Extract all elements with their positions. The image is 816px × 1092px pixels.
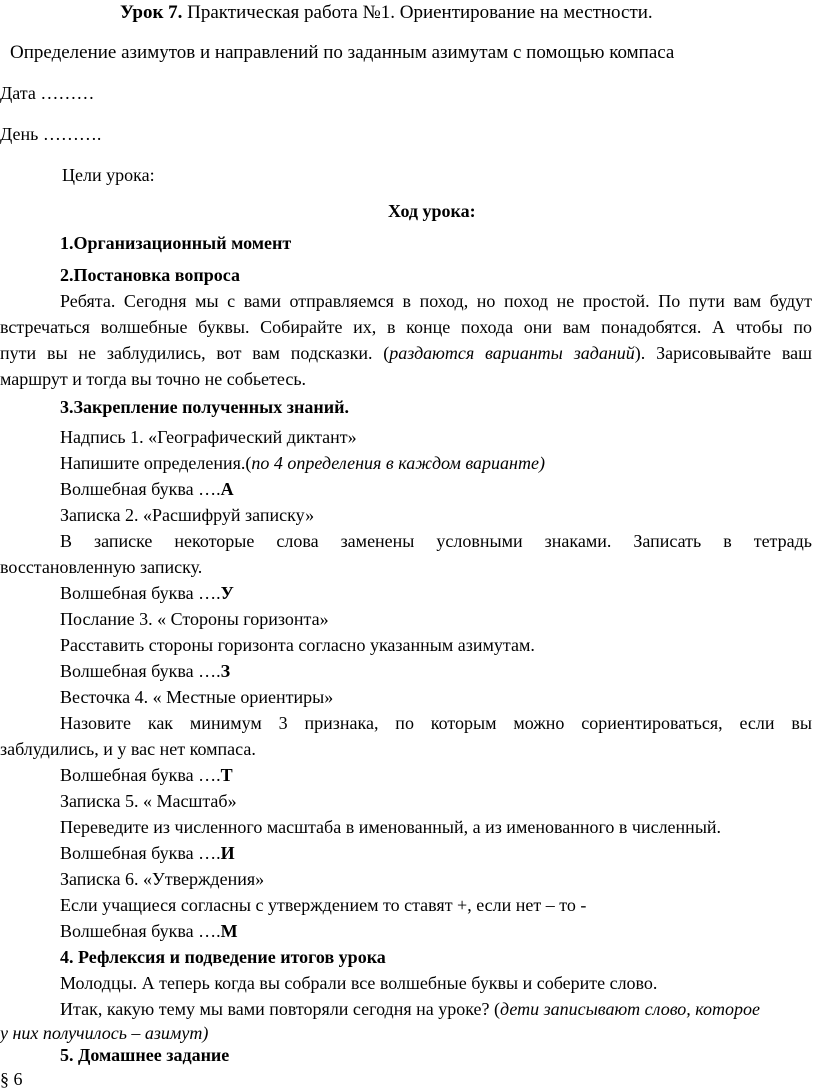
para-italic: раздаются варианты заданий: [389, 343, 635, 363]
section-5-heading: 5. Домашнее задание: [60, 1045, 230, 1065]
section-2-para-line-3: [0, 342, 812, 364]
task-1-title: Надпись 1. «Географический диктант»: [60, 427, 357, 447]
task-5-description: Переведите из численного масштаба в именованный, а из именованного в численный.: [60, 817, 722, 837]
para-italic: дети записывают слово, которое: [500, 999, 761, 1019]
para-text: пути вы не заблудились, вот вам подсказки. (: [0, 343, 390, 363]
magic-prefix: Волшебная буква ….: [60, 661, 221, 681]
task-4-description-line-1: Назовите как минимум 3 признака, по которым можно сориентироваться, если вы: [60, 713, 812, 733]
section-4-para-line-1: Молодцы. А теперь когда вы собрали все волшебные буквы и соберите слово.: [60, 973, 658, 993]
task-6-description: Если учащиеся согласны с утверждением то ставят +, если нет – то -: [60, 895, 587, 915]
magic-letter: З: [220, 661, 231, 681]
section-2-para-line-4: маршрут и тогда вы точно не собьетесь.: [0, 369, 307, 389]
page-title: [120, 2, 653, 24]
magic-letter-3: [60, 660, 230, 682]
section-4-para-line-3: у них получилось – азимут): [0, 1023, 209, 1043]
section-4-heading: 4. Рефлексия и подведение итогов урока: [60, 947, 386, 967]
task-text: Напишите определения.(: [60, 453, 252, 473]
title-text: Практическая работа №1. Ориентирование на местности.: [182, 2, 653, 23]
title-lesson-number: Урок 7.: [120, 2, 183, 23]
magic-letter: А: [220, 479, 234, 499]
task-italic: по 4 определения в каждом варианте): [251, 453, 545, 473]
task-4-description-line-2: заблудились, и у вас нет компаса.: [0, 739, 256, 759]
homework-paragraph: § 6: [0, 1069, 23, 1089]
magic-letter: У: [220, 583, 234, 603]
task-3-description: Расставить стороны горизонта согласно указанным азимутам.: [60, 635, 535, 655]
section-1-heading: 1.Организационный момент: [60, 233, 292, 253]
section-2-para-line-1: Ребята. Сегодня мы с вами отправляемся в поход, но поход не простой. По пути вам будут: [60, 291, 812, 311]
magic-letter-4: [60, 764, 233, 786]
task-6-title: Записка 6. «Утверждения»: [60, 869, 265, 889]
magic-letter-6: [60, 920, 238, 942]
section-2-para-line-2: встречаться волшебные буквы. Собирайте их, в конце похода они вам понадобятся. А чтобы по: [0, 317, 812, 337]
task-4-title: Весточка 4. « Местные ориентиры»: [60, 687, 334, 707]
magic-prefix: Волшебная буква ….: [60, 843, 221, 863]
lesson-goals: Цели урока:: [62, 165, 155, 185]
task-5-title: Записка 5. « Масштаб»: [60, 791, 237, 811]
para-text: ). Зарисовывайте ваш: [634, 343, 812, 363]
page-subtitle: Определение азимутов и направлений по заданным азимутам с помощью компаса: [10, 42, 675, 63]
task-2-title: Записка 2. «Расшифруй записку»: [60, 505, 315, 525]
section-3-heading: 3.Закрепление полученных знаний.: [60, 397, 349, 417]
magic-letter-1: [60, 478, 234, 500]
magic-prefix: Волшебная буква ….: [60, 479, 221, 499]
task-3-title: Послание 3. « Стороны горизонта»: [60, 609, 329, 629]
magic-prefix: Волшебная буква ….: [60, 921, 221, 941]
day-field: День ……….: [0, 124, 102, 144]
magic-letter: М: [220, 921, 238, 941]
para-text: Итак, какую тему мы вами повторяли сегодня на уроке? (: [60, 999, 501, 1019]
lesson-course-heading: Ход урока:: [388, 201, 476, 221]
magic-letter-5: [60, 842, 235, 864]
task-1-description: [60, 452, 545, 474]
date-field: Дата ………: [0, 83, 95, 103]
magic-letter: Т: [220, 765, 233, 785]
magic-prefix: Волшебная буква ….: [60, 583, 221, 603]
section-2-heading: 2.Постановка вопроса: [60, 265, 240, 285]
magic-letter: И: [220, 843, 235, 863]
task-2-description-line-1: В записке некоторые слова заменены условными знаками. Записать в тетрадь: [60, 531, 812, 551]
magic-letter-2: [60, 582, 234, 604]
task-2-description-line-2: восстановленную записку.: [0, 557, 203, 577]
magic-prefix: Волшебная буква ….: [60, 765, 221, 785]
section-4-para-line-2: [60, 998, 760, 1020]
